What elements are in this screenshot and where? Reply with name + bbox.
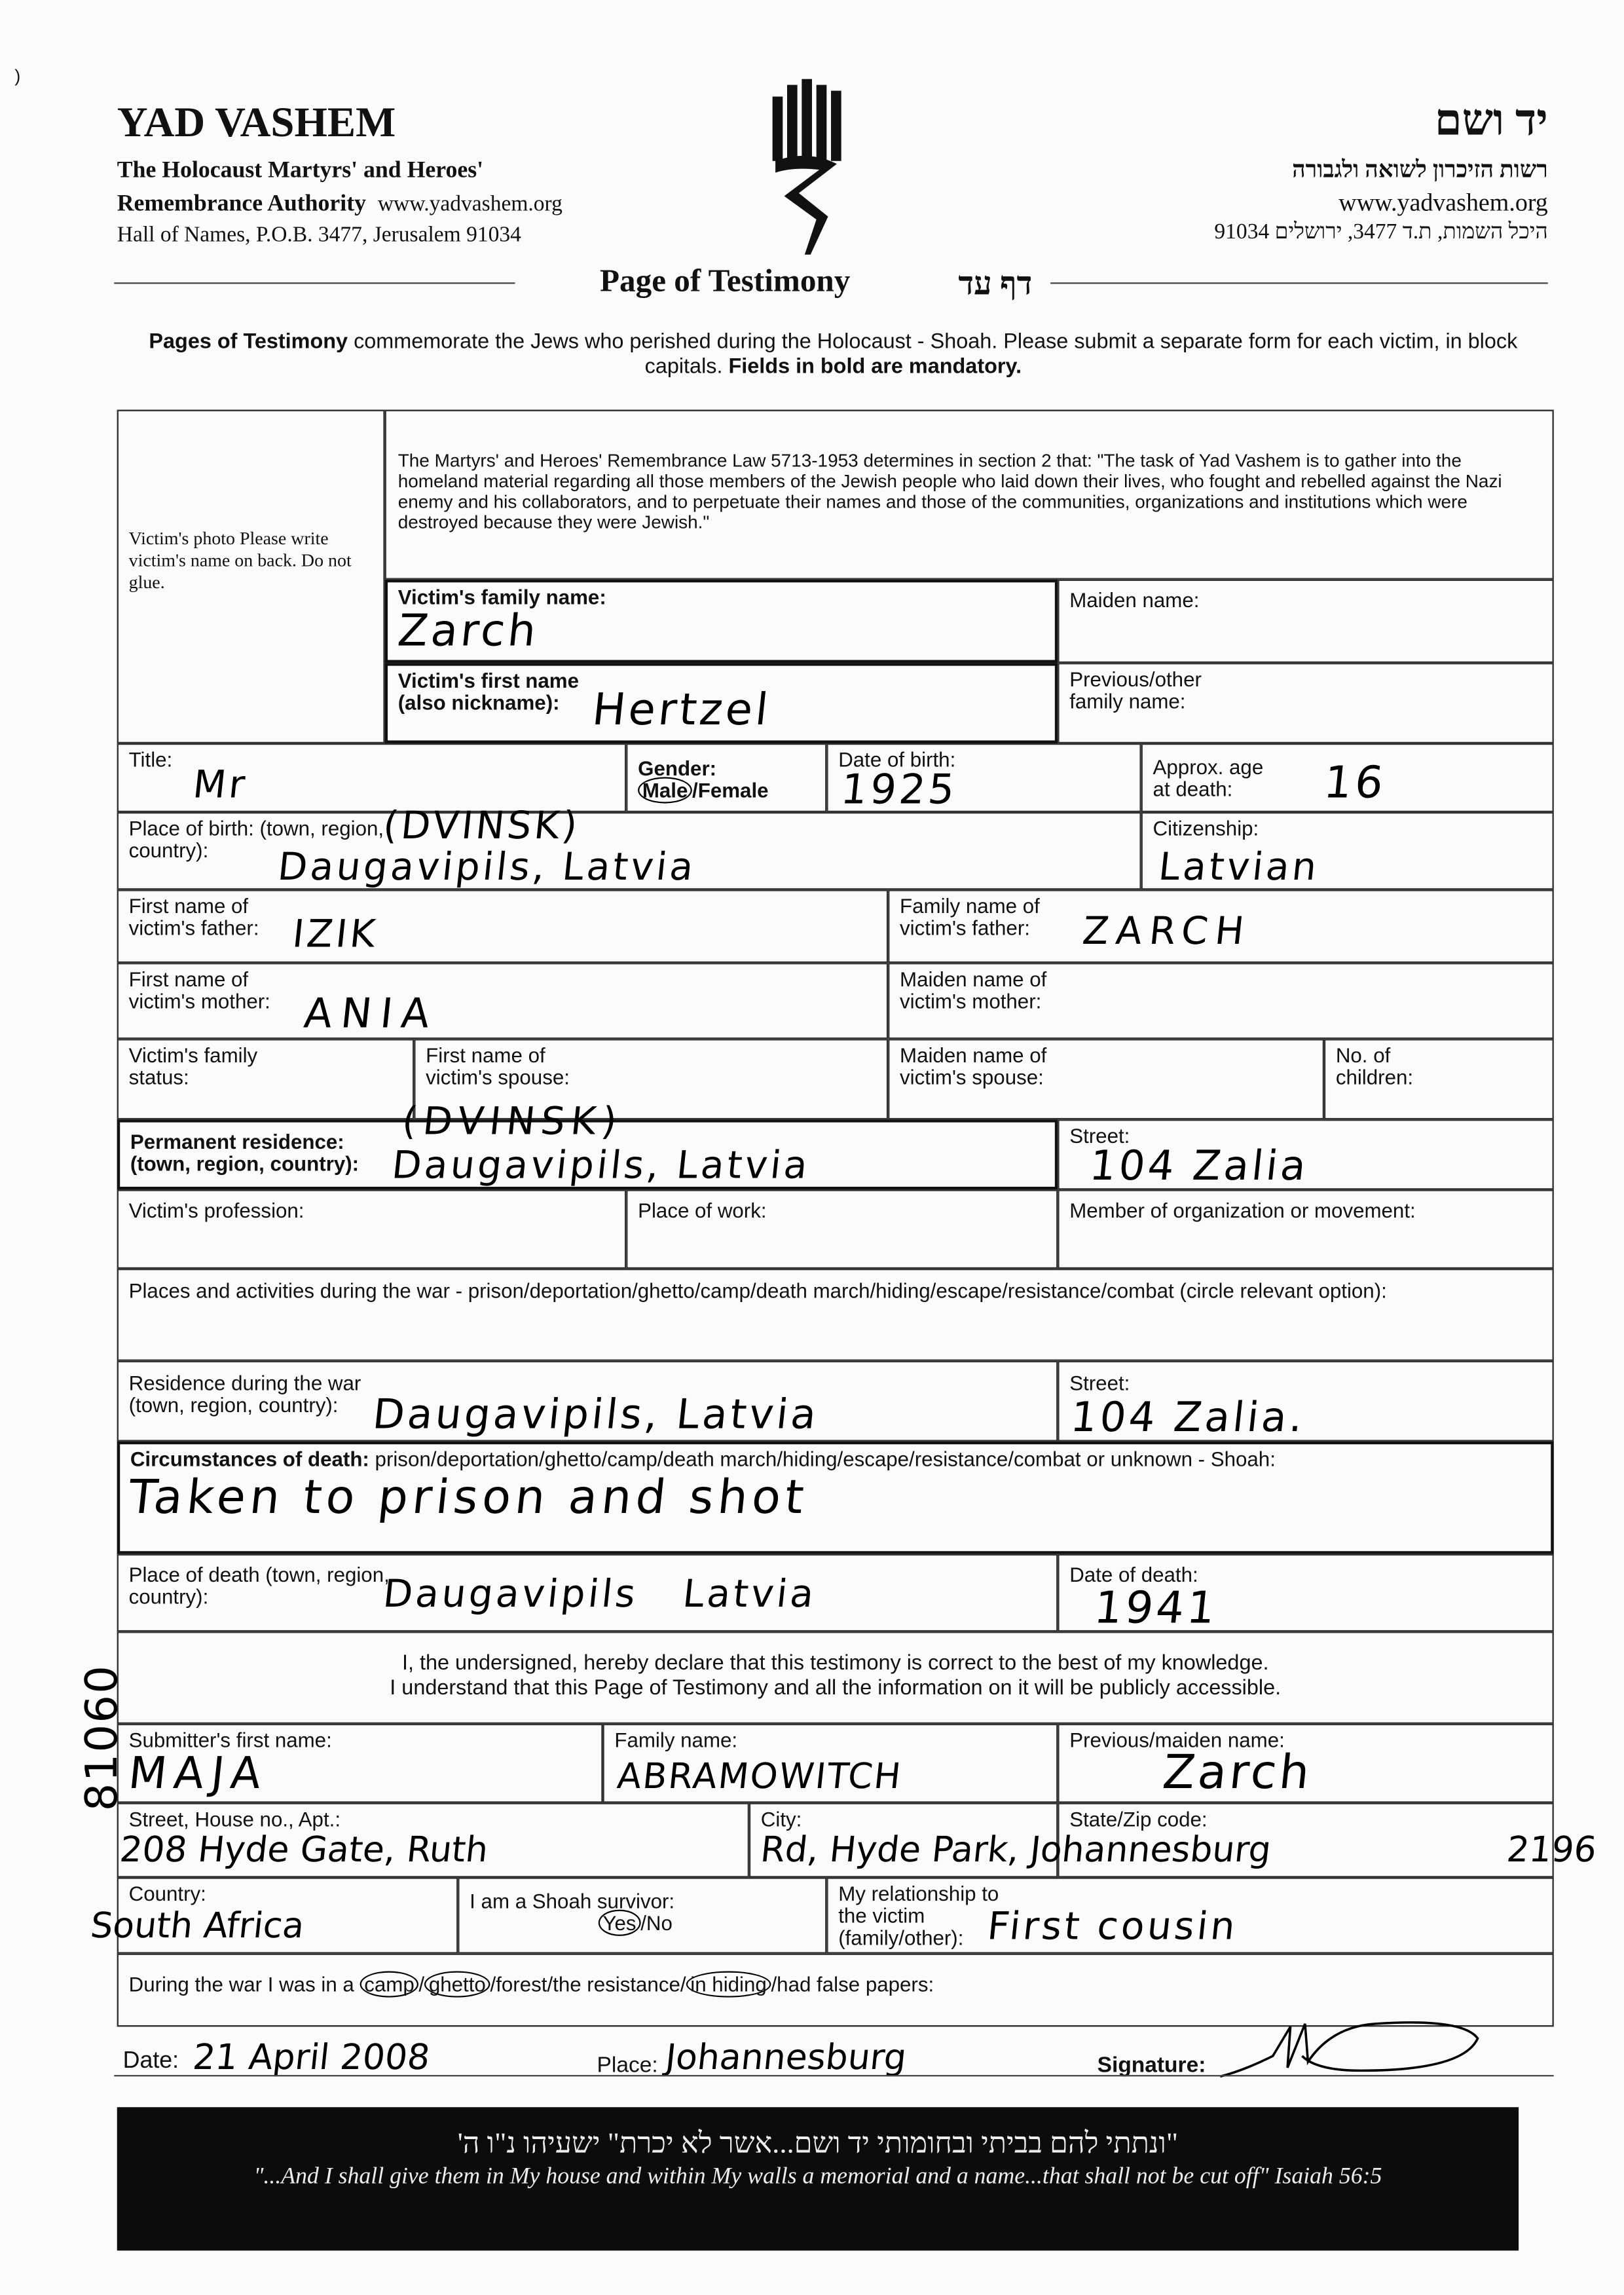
place-value: Johannesburg [663, 2037, 909, 2078]
spouse-maiden-name-field[interactable] [888, 1039, 1324, 1119]
submitter-state-value: 2196 [1504, 1829, 1598, 1871]
label: Title: [128, 747, 173, 772]
declaration-line: I, the undersigned, hereby declare that this testimony is correct to the best of my knowledge. [401, 1652, 1269, 1676]
place-of-work-field[interactable] [626, 1189, 1058, 1269]
war-street-value: 104 Zalia. [1068, 1392, 1308, 1442]
relationship-value: First cousin [985, 1905, 1240, 1949]
label: Victim's profession: [128, 1198, 304, 1222]
residence-street-value: 104 Zalia [1087, 1141, 1312, 1190]
label: Citizenship: [1153, 816, 1259, 840]
scan-mark: ) [14, 65, 21, 86]
label: Member of organization or movement: [1069, 1198, 1416, 1222]
label: Country: [128, 1882, 206, 1905]
label: Street: [1069, 1123, 1130, 1148]
label: Submitter's first name: [128, 1728, 332, 1752]
intro-mandatory: Fields in bold are mandatory. [728, 355, 1022, 379]
family-status-field[interactable] [117, 1039, 415, 1119]
label: Approx. age at death: [1153, 755, 1264, 801]
intro-bold: Pages of Testimony [149, 330, 348, 354]
residence-value-2: Daugavipils, Latvia [390, 1144, 813, 1189]
label-bold: Circumstances of death: [130, 1447, 369, 1471]
label: Street: [1069, 1371, 1130, 1395]
mother-first-value: ANIA [301, 989, 441, 1038]
hiding-option[interactable]: in hiding [686, 1971, 771, 1997]
signature-image-icon [1214, 2012, 1492, 2085]
org-subtitle-1: The Holocaust Martyrs' and Heroes' [117, 158, 484, 183]
label: Previous/other family name: [1069, 667, 1202, 713]
page-title-hebrew: דף עד [958, 265, 1033, 302]
organization-field[interactable] [1058, 1189, 1553, 1269]
mother-first-name-field[interactable] [117, 963, 888, 1039]
photo-area[interactable] [117, 410, 385, 743]
submitter-maiden-value: Zarch [1160, 1744, 1316, 1801]
profession-field[interactable] [117, 1189, 627, 1269]
label: Place of death (town, region, country): [128, 1563, 390, 1609]
yad-vashem-logo-icon [764, 76, 851, 259]
submitter-first-value: MAJA [126, 1748, 271, 1801]
maiden-name-field[interactable] [1058, 580, 1553, 663]
signature-line [114, 2075, 1553, 2076]
org-subtitle-hebrew: רשות הזיכרון לשואה ולגבורה [1292, 158, 1548, 183]
label: No. of children: [1335, 1043, 1414, 1089]
org-subtitle-2 [117, 192, 563, 218]
intro-text [120, 331, 1546, 381]
label: prison/deportation/ghetto/camp/death march/hiding/escape/resistance/combat or unknown - Shoah: [369, 1447, 1276, 1471]
date-label: Date: [122, 2048, 179, 2074]
org-name-hebrew: יד ושם [1434, 96, 1548, 145]
pod-value: Daugavipils Latvia [380, 1573, 819, 1617]
previous-name-field[interactable] [1058, 663, 1553, 743]
label: During the war I was in a [128, 1972, 360, 1996]
circumstances-value: Taken to prison and shot [126, 1469, 811, 1525]
footer-quote-english: "...And I shall give them in My house and within My walls a memorial and a name...that shall not be cut off" Isaiah 56:5 [253, 2164, 1382, 2190]
war-places-field[interactable] [117, 1269, 1554, 1361]
label: Date of birth: [838, 747, 956, 772]
place-label: Place: [597, 2053, 658, 2078]
label: First name of victim's father: [128, 894, 259, 940]
label: Street, House no., Apt.: [128, 1807, 341, 1831]
divider [114, 282, 515, 284]
website-hebrew-side: www.yadvashem.org [1338, 189, 1548, 217]
law-text: The Martyrs' and Heroes' Remembrance Law 5713-1953 determines in section 2 that: "The task of Yad Vashem is to gather into the homeland material regarding all those members of the Jewish people who laid down their lives, who fought and rebelled against the Nazi enemy and his collaborators, and to perpetuate their names and those of the communities, organizations and institutions which were destroyed because they were Jewish." [385, 410, 1554, 580]
label: Places and activities during the war - prison/deportation/ghetto/camp/death march/hiding/escape/resistance/combat (circle relevant option): [128, 1278, 1387, 1303]
label: Maiden name: [1069, 588, 1200, 612]
website: www.yadvashem.org [377, 193, 563, 217]
footer-quote-hebrew: "ונתתי להם בביתי ובחומותי יד ושם...אשר לא יכרת" ישעיהו נ"ו ה' [457, 2127, 1179, 2160]
submitter-country-value: South Africa [88, 1905, 306, 1947]
label: Permanent residence: (town, region, country): [130, 1129, 360, 1176]
side-reference-number: 81060 [77, 1664, 128, 1812]
submitter-street-value: 208 Hyde Gate, Ruth [117, 1829, 490, 1871]
label: I am a Shoah survivor: [470, 1889, 675, 1913]
label: Family name: [614, 1728, 738, 1752]
label: State/Zip code: [1069, 1807, 1208, 1831]
survivor-yes-option[interactable]: Yes [599, 1910, 640, 1936]
label: Victim's family name: [397, 585, 606, 609]
survivor-no-option[interactable]: /No [640, 1911, 673, 1935]
org-name: YAD VASHEM [117, 99, 396, 147]
label: First name of victim's spouse: [426, 1043, 570, 1089]
label: Maiden name of victim's mother: [900, 967, 1047, 1013]
label: Previous/maiden name: [1069, 1728, 1285, 1752]
mother-maiden-name-field[interactable] [888, 963, 1554, 1039]
residence-value-1: (DVINSK) [399, 1100, 625, 1145]
father-first-value: IZIK [290, 913, 380, 958]
label: City: [760, 1807, 802, 1831]
pob-value-2: Daugavipils, Latvia [275, 846, 699, 890]
label: Gender: [638, 756, 717, 780]
gender-female-option[interactable]: /Female [692, 778, 769, 802]
label: Residence during the war (town, region, country): [128, 1371, 361, 1417]
label: Place of birth: (town, region, country): [128, 816, 384, 862]
org-subtitle-2-text: Remembrance Authority [117, 191, 366, 217]
dob-value: 1925 [838, 765, 960, 814]
label: Place of work: [638, 1198, 767, 1222]
family-name-value: Zarch [395, 605, 542, 658]
label: Victim's first name (also nickname): [397, 669, 580, 715]
title-value: Mr [191, 764, 250, 808]
photo-note: Victim's photo Please write victim's name on back. Do not glue. [128, 528, 352, 593]
citizenship-value: Latvian [1156, 846, 1321, 890]
ghetto-option[interactable]: ghetto [424, 1971, 490, 1997]
footer-quote-banner [117, 2107, 1519, 2250]
org-address: Hall of Names, P.O.B. 3477, Jerusalem 91034 [117, 223, 521, 248]
label: Family name of victim's father: [900, 894, 1040, 940]
gender-male-option[interactable]: Male [638, 777, 692, 803]
father-family-value: ZARCH [1080, 910, 1253, 954]
children-field[interactable] [1324, 1039, 1554, 1119]
address-hebrew: היכל השמות, ת.ד 3477, ירושלים 91034 [1214, 221, 1548, 245]
father-first-name-field[interactable] [117, 889, 888, 963]
separator: / [418, 1972, 425, 1996]
other-options: /forest/the resistance/ [490, 1972, 686, 1996]
first-name-value: Hertzel [589, 684, 773, 736]
age-value: 16 [1321, 758, 1389, 810]
label: Date of death: [1069, 1563, 1198, 1586]
gender-field[interactable] [626, 743, 826, 812]
false-papers-option: /had false papers: [771, 1972, 934, 1996]
submitter-city-value: Rd, Hyde Park, Johannesburg [758, 1829, 1274, 1871]
date-value: 21 April 2008 [191, 2037, 432, 2078]
submitter-family-value: ABRAMOWITCH [615, 1756, 904, 1797]
label: First name of victim's mother: [128, 967, 270, 1013]
camp-option[interactable]: camp [360, 1971, 419, 1997]
label: Victim's family status: [128, 1043, 258, 1089]
signature-label: Signature: [1097, 2053, 1206, 2078]
pob-value-1: (DVINSK) [380, 804, 582, 849]
divider [1050, 282, 1548, 284]
page-title: Page of Testimony [600, 261, 851, 299]
declaration-line: I understand that this Page of Testimony and all the information on it will be publicly accessible. [390, 1677, 1282, 1701]
intro-body: commemorate the Jews who perished during the Holocaust - Shoah. Please submit a separate form for each victim, in block capitals. [348, 330, 1518, 379]
declaration [117, 1632, 1554, 1724]
war-residence-value: Daugavipils, Latvia [370, 1390, 822, 1439]
survivor-field[interactable] [458, 1877, 826, 1953]
label: Maiden name of victim's spouse: [900, 1043, 1047, 1089]
label: My relationship to the victim (family/other): [838, 1882, 999, 1949]
dod-value: 1941 [1092, 1583, 1221, 1635]
